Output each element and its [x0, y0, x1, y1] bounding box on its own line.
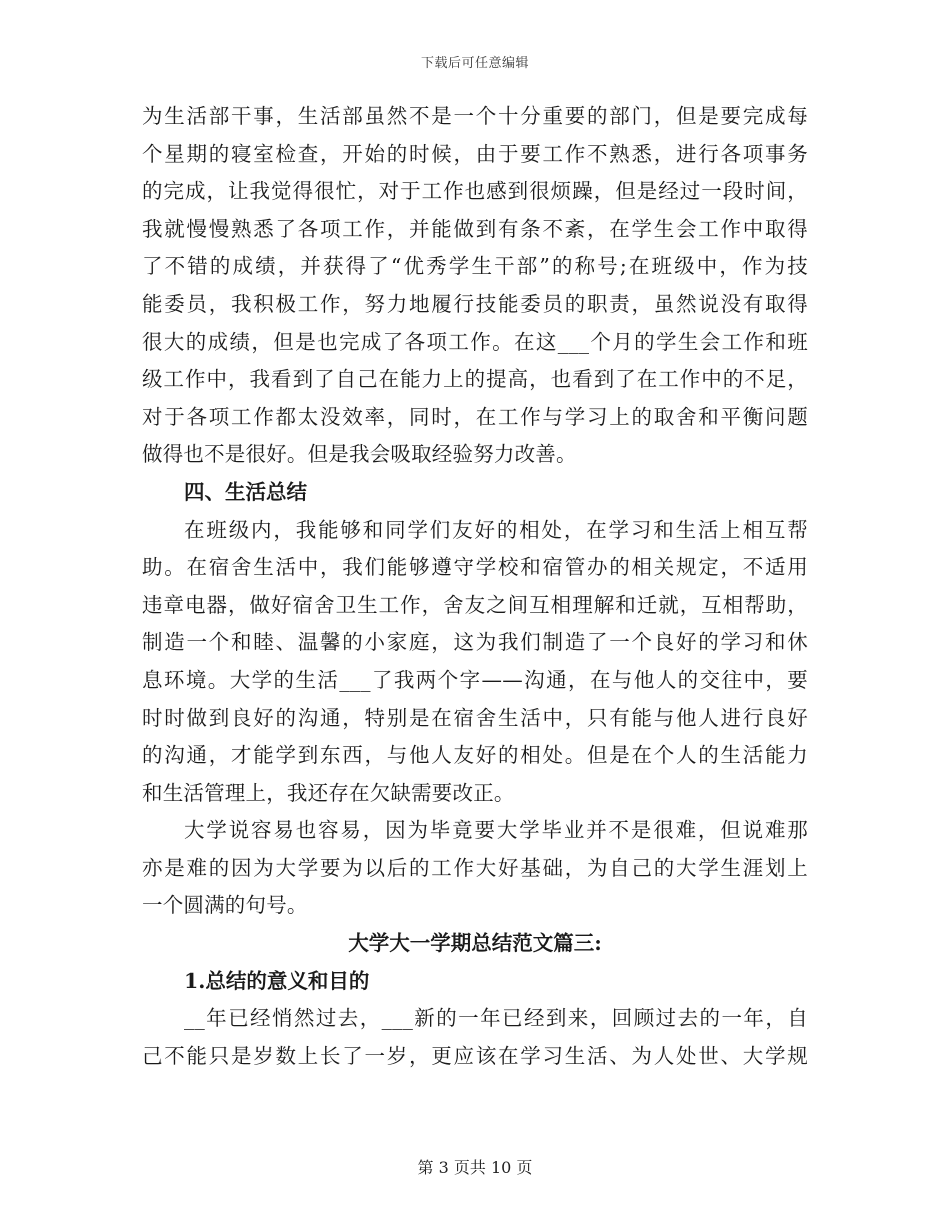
text-line: 时时做到良好的沟通，特别是在宿舍生活中，只有能与他人进行良好 — [142, 705, 808, 730]
text-line: 息环境。大学的生活___了我两个字——沟通，在与他人的交往中，要 — [142, 667, 808, 692]
text-line: 和生活管理上，我还存在欠缺需要改正。 — [142, 780, 515, 805]
article-title: 大学大一学期总结范文篇三: — [348, 931, 602, 956]
page-header: 下载后可任意编辑 — [420, 56, 529, 71]
text-line: 在班级内，我能够和同学们友好的相处，在学习和生活上相互帮 — [184, 517, 808, 542]
text-line: 制造一个和睦、温馨的小家庭，这为我们制造了一个良好的学习和休 — [142, 630, 808, 655]
section-heading: 1.总结的意义和目的 — [184, 968, 370, 993]
paragraph — [142, 512, 808, 813]
text-line: 己不能只是岁数上长了一岁，更应该在学习生活、为人处世、大学规 — [142, 1043, 808, 1068]
text-line: 大学说容易也容易，因为毕竟要大学毕业并不是很难，但说难那 — [184, 818, 808, 843]
paragraph — [142, 812, 808, 925]
text-line: 做得也不是很好。但是我会吸取经验努力改善。 — [142, 442, 577, 467]
text-line: 违章电器，做好宿舍卫生工作，舍友之间互相理解和迁就，互相帮助， — [142, 592, 808, 617]
text-line: 很大的成绩，但是也完成了各项工作。在这___个月的学生会工作和班 — [142, 329, 808, 354]
text-line: 能委员，我积极工作，努力地履行技能委员的职责，虽然说没有取得 — [142, 291, 808, 316]
paragraph — [142, 98, 808, 474]
document-body — [142, 98, 808, 1075]
text-line: 为生活部干事，生活部虽然不是一个十分重要的部门，但是要完成每 — [142, 104, 808, 128]
text-line: 一个圆满的句号。 — [142, 893, 308, 918]
page-footer: 第 3 页共 10 页 — [417, 1158, 533, 1177]
text-line: 亦是难的因为大学要为以后的工作大好基础，为自己的大学生涯划上 — [142, 855, 808, 880]
text-line: 我就慢慢熟悉了各项工作，并能做到有条不紊，在学生会工作中取得 — [142, 216, 808, 241]
text-line: 的完成，让我觉得很忙，对于工作也感到很烦躁，但是经过一段时间， — [142, 179, 808, 204]
text-line: 的沟通，才能学到东西，与他人友好的相处。但是在个人的生活能力 — [142, 743, 808, 768]
text-line: 对于各项工作都太没效率，同时，在工作与学习上的取舍和平衡问题 — [142, 404, 808, 429]
text-line: 级工作中，我看到了自己在能力上的提高，也看到了在工作中的不足， — [142, 367, 808, 392]
text-line: 个星期的寝室检查，开始的时候，由于要工作不熟悉，进行各项事务 — [142, 141, 808, 166]
text-line: 助。在宿舍生活中，我们能够遵守学校和宿管办的相关规定，不适用 — [142, 555, 808, 580]
text-line: 了不错的成绩，并获得了“优秀学生干部”的称号;在班级中，作为技 — [142, 254, 808, 279]
paragraph — [142, 1000, 808, 1075]
text-line: __年已经悄然过去，___新的一年已经到来，回顾过去的一年，自 — [184, 1006, 808, 1031]
section-heading: 四、生活总结 — [184, 479, 307, 504]
